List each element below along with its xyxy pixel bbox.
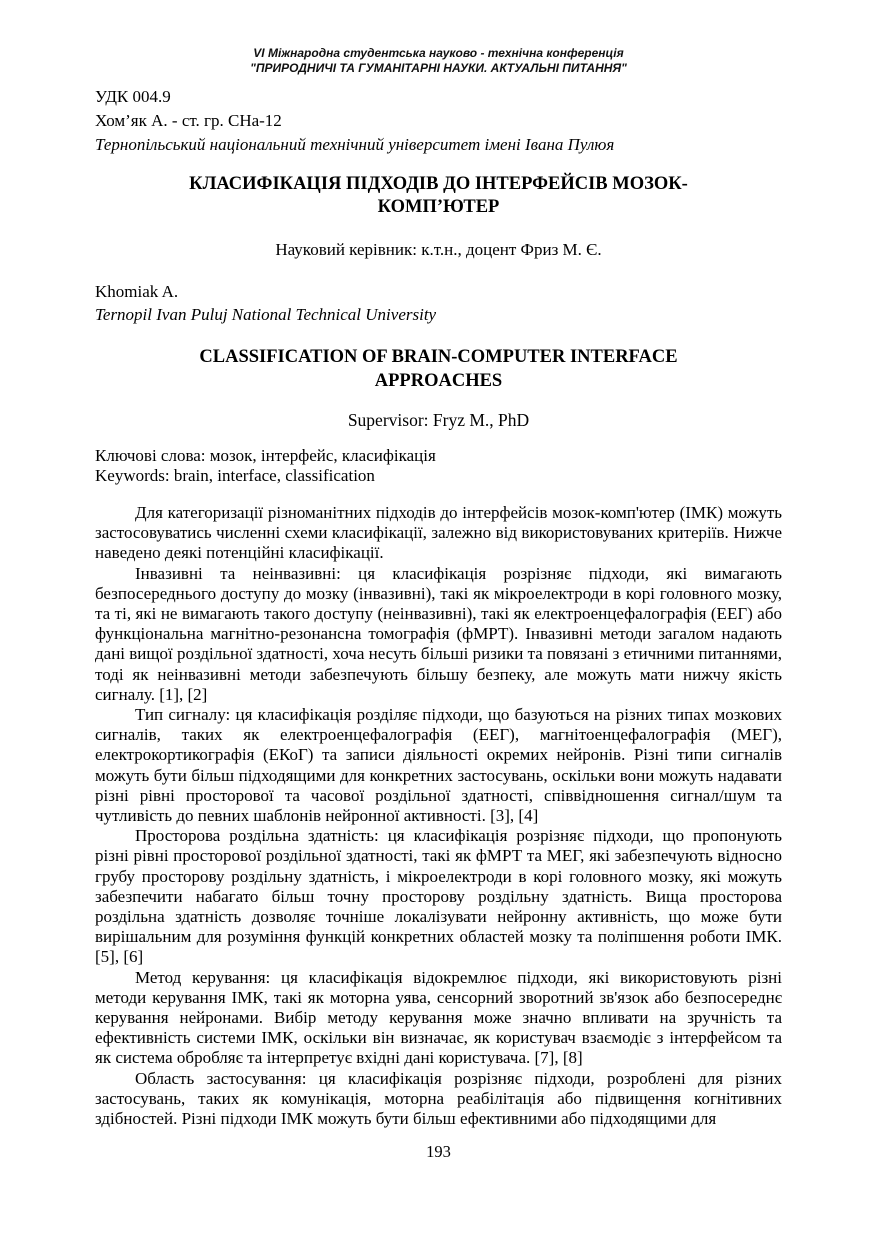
keywords-ua: Ключові слова: мозок, інтерфейс, класифікація <box>95 446 436 465</box>
author-en: Khomiak A. <box>95 282 179 301</box>
title-en <box>129 345 749 393</box>
conference-header <box>95 46 782 76</box>
body-paragraphs <box>95 503 782 1129</box>
author-ua: Хом’як А. - ст. гр. СНа-12 <box>95 111 282 130</box>
title-ua-line1: КЛАСИФІКАЦІЯ ПІДХОДІВ ДО ІНТЕРФЕЙСІВ МОЗОК- <box>189 174 688 194</box>
udc-code: УДК 004.9 <box>95 87 171 106</box>
paragraph: Метод керування: ця класифікація відокремлює підходи, які використовують різні методи керування ІМК, такі як моторна уява, сенсорний зворотний зв'язок або безпосереднє керування нейронами. Вибір методу керування може значно впливати на зручність та ефективність системи ІМК, оскільки він визначає, як користувач взаємодіє з інтерфейсом та як система обробляє та інтерпретує вхідні дані користувача. [7], [8] <box>95 967 782 1068</box>
title-en-line2: APPROACHES <box>374 371 503 391</box>
university-ua: Тернопільський національний технічний університет імені Івана Пулюя <box>95 135 615 154</box>
supervisor-en: Supervisor: Fryz M., PhD <box>347 410 530 430</box>
university-en: Ternopil Ivan Puluj National Technical University <box>95 305 437 324</box>
title-ua <box>119 173 759 219</box>
paragraph: Просторова роздільна здатність: ця класифікація розрізняє підходи, що пропонують різні рівні просторової роздільної здатності, такі як фМРТ та МЕГ, які забезпечують відносно грубу просторову роздільну здатність, і мікроелектроди в корі головного мозку, які можуть забезпечити набагато більш точну просторову роздільну здатність. Вища просторова роздільна здатність дозволяє точніше локалізувати нейронну активність, що може бути вирішальним для розуміння функцій конкретних областей мозку та поліпшення роботи ІМК. [5], [6] <box>95 826 782 967</box>
meta-block-ua <box>95 85 782 157</box>
paragraph: Тип сигналу: ця класифікація розділяє підходи, що базуються на різних типах мозкових сигналів, таких як електроенцефалографія (ЕЕГ), магнітоенцефалографія (МЕГ), електрокортикографія (ЕКоГ) та записи діяльності окремих нейронів. Різні типи сигналів можуть бути більш підходящими для конкретних застосувань, оскільки вони можуть надавати різні рівні просторової та часової роздільної здатності, співвідношення сигнал/шум та чутливість до певних шаблонів нейронної активності. [3], [4] <box>95 705 782 826</box>
paragraph: Область застосування: ця класифікація розрізняє підходи, розроблені для різних застосувань, таких як комунікація, моторна реабілітація або підвищення когнітивних здібностей. Різні підходи ІМК можуть бути більш ефективними або підходящими для <box>95 1068 782 1129</box>
paragraph: Інвазивні та неінвазивні: ця класифікація розрізняє підходи, які вимагають безпосереднього доступу до мозку (інвазивні), такі як мікроелектроди в корі головного мозку, та ті, які не вимагають такого доступу (неінвазивні), такі як електроенцефалографія (ЕЕГ) або функціональна магнітно-резонансна томографія (фМРТ). Інвазивні методи загалом надають дані вищої роздільної здатності, хоча несуть більші ризики та повязані з етичними питаннями, тоді як неінвазивні методи забезпечують більшу безпеку, але можуть мати нижчу якість сигналу. [1], [2] <box>95 563 782 704</box>
meta-block-en <box>95 280 782 326</box>
conference-header-line2: "ПРИРОДНИЧІ ТА ГУМАНІТАРНІ НАУКИ. АКТУАЛЬНІ ПИТАННЯ" <box>250 61 627 75</box>
conference-header-line1: VI Міжнародна студентська науково - технічна конференція <box>253 46 624 60</box>
page-number: 193 <box>426 1142 451 1162</box>
keywords-en: Keywords: brain, interface, classification <box>95 466 375 485</box>
keywords-block <box>95 446 782 486</box>
paragraph: Для категоризації різноманітних підходів до інтерфейсів мозок-комп'ютер (ІМК) можуть застосовуватись численні схеми класифікації, залежно від використовуваних критеріїв. Нижче наведено деякі потенційні класифікації. <box>95 503 782 563</box>
supervisor-ua: Науковий керівник: к.т.н., доцент Фриз М. Є. <box>275 240 602 259</box>
title-ua-line2: КОМП’ЮТЕР <box>377 197 500 217</box>
title-en-line1: CLASSIFICATION OF BRAIN-COMPUTER INTERFACE <box>199 347 678 367</box>
